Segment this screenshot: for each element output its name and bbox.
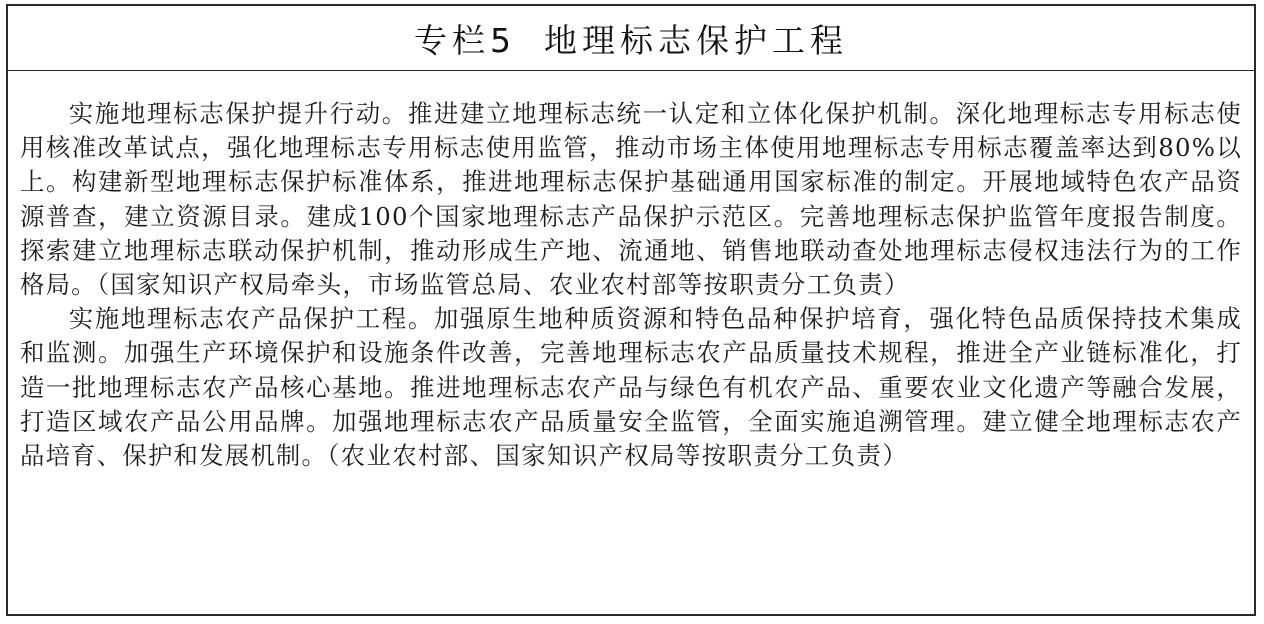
title-main: 地理标志保护工程	[544, 20, 848, 60]
box-content	[8, 71, 1254, 473]
column-box	[6, 4, 1256, 616]
title-bar	[8, 6, 1254, 71]
responsibility-note: （国家知识产权局牵头，市场监管总局、农业农村部等按职责分工负责）	[96, 270, 910, 300]
paragraph-geo-indication-agri-products	[20, 302, 1242, 473]
paragraph-text: 实施地理标志保护提升行动。推进建立地理标志统一认定和立体化保护机制。深化地理标志专用标志使用核准改革试点，强化地理标志专用标志使用监管，推动市场主体使用地理标志专用标志覆盖率达到80%以上。构建新型地理标志保护标准体系，推进地理标志保护基础通用国家标准的制定。开展地域特色农产品资源普查，建立资源目录。建成100个国家地理标志产品保护示范区。完善地理标志保护监管年度报告制度。探索建立地理标志联动保护机制，推动形成生产地、流通地、销售地联动查处地理标志侵权违法行为的工作格局。	[20, 99, 1242, 300]
paragraph-geo-indication-protection	[20, 97, 1242, 302]
paragraph-text: 实施地理标志农产品保护工程。加强原生地种质资源和特色品种保护培育，强化特色品质保持技术集成和监测。加强生产环境保护和设施条件改善，完善地理标志农产品质量技术规程，推进全产业链标准化，打造一批地理标志农产品核心基地。推进地理标志农产品与绿色有机农产品、重要农业文化遗产等融合发展，打造区域农产品公用品牌。加强地理标志农产品质量安全监管，全面实施追溯管理。建立健全地理标志农产品培育、保护和发展机制。	[20, 304, 1242, 471]
responsibility-note: （农业农村部、国家知识产权局等按职责分工负责）	[327, 441, 909, 471]
title-prefix: 专栏5	[414, 20, 516, 60]
box-title	[414, 15, 848, 62]
